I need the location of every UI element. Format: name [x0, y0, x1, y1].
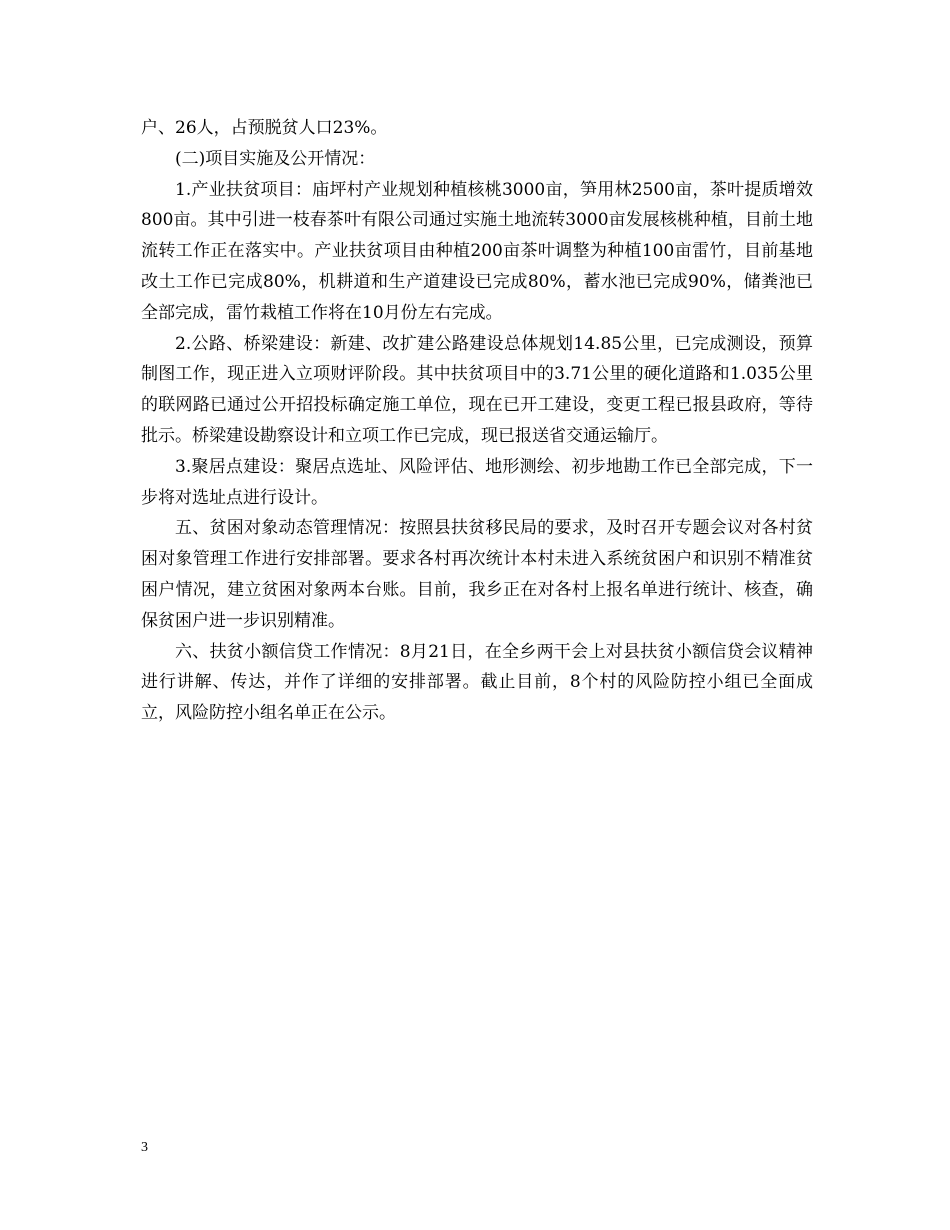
paragraph-dynamic-management: 五、贫困对象动态管理情况：按照县扶贫移民局的要求，及时召开专题会议对各村贫困对象管理工作进行安排部署。要求各村再次统计本村未进入系统贫困户和识别不精准贫困户情况，建立贫困对象两本台账。目前，我乡正在对各村上报名单进行统计、核查，确保贫困户进一步识别精准。	[141, 518, 813, 631]
document-body	[141, 113, 813, 729]
paragraph-road-bridge-construction: 2.公路、桥梁建设：新建、改扩建公路建设总体规划14.85公里，已完成测设，预算制图工作，现正进入立项财评阶段。其中扶贫项目中的3.71公里的硬化道路和1.035公里的联网路已通过公开招投标确定施工单位，现在已开工建设，变更工程已报县政府，等待批示。桥梁建设勘察设计和立项工作已完成，现已报送省交通运输厅。	[141, 333, 813, 446]
paragraph-industry-poverty-alleviation: 1.产业扶贫项目：庙坪村产业规划种植核桃3000亩，笋用林2500亩，茶叶提质增效800亩。其中引进一枝春茶叶有限公司通过实施土地流转3000亩发展核桃种植，目前土地流转工作正在落实中。产业扶贫项目由种植200亩茶叶调整为种植100亩雷竹，目前基地改土工作已完成80%，机耕道和生产道建设已完成80%，蓄水池已完成90%，储粪池已全部完成，雷竹栽植工作将在10月份左右完成。	[141, 179, 813, 323]
page-number: 3	[141, 1140, 148, 1155]
paragraph-settlement-construction: 3.聚居点建设：聚居点选址、风险评估、地形测绘、初步地勘工作已全部完成，下一步将对选址点进行设计。	[141, 456, 813, 508]
paragraph-microcredit: 六、扶贫小额信贷工作情况：8月21日，在全乡两干会上对县扶贫小额信贷会议精神进行讲解、传达，并作了详细的安排部署。截止目前，8个村的风险防控小组已全面成立，风险防控小组名单正在公示。	[141, 641, 813, 724]
paragraph-continuation: 户、26人，占预脱贫人口23%。	[141, 118, 388, 138]
section-heading-project-implementation: (二)项目实施及公开情况：	[175, 148, 376, 169]
